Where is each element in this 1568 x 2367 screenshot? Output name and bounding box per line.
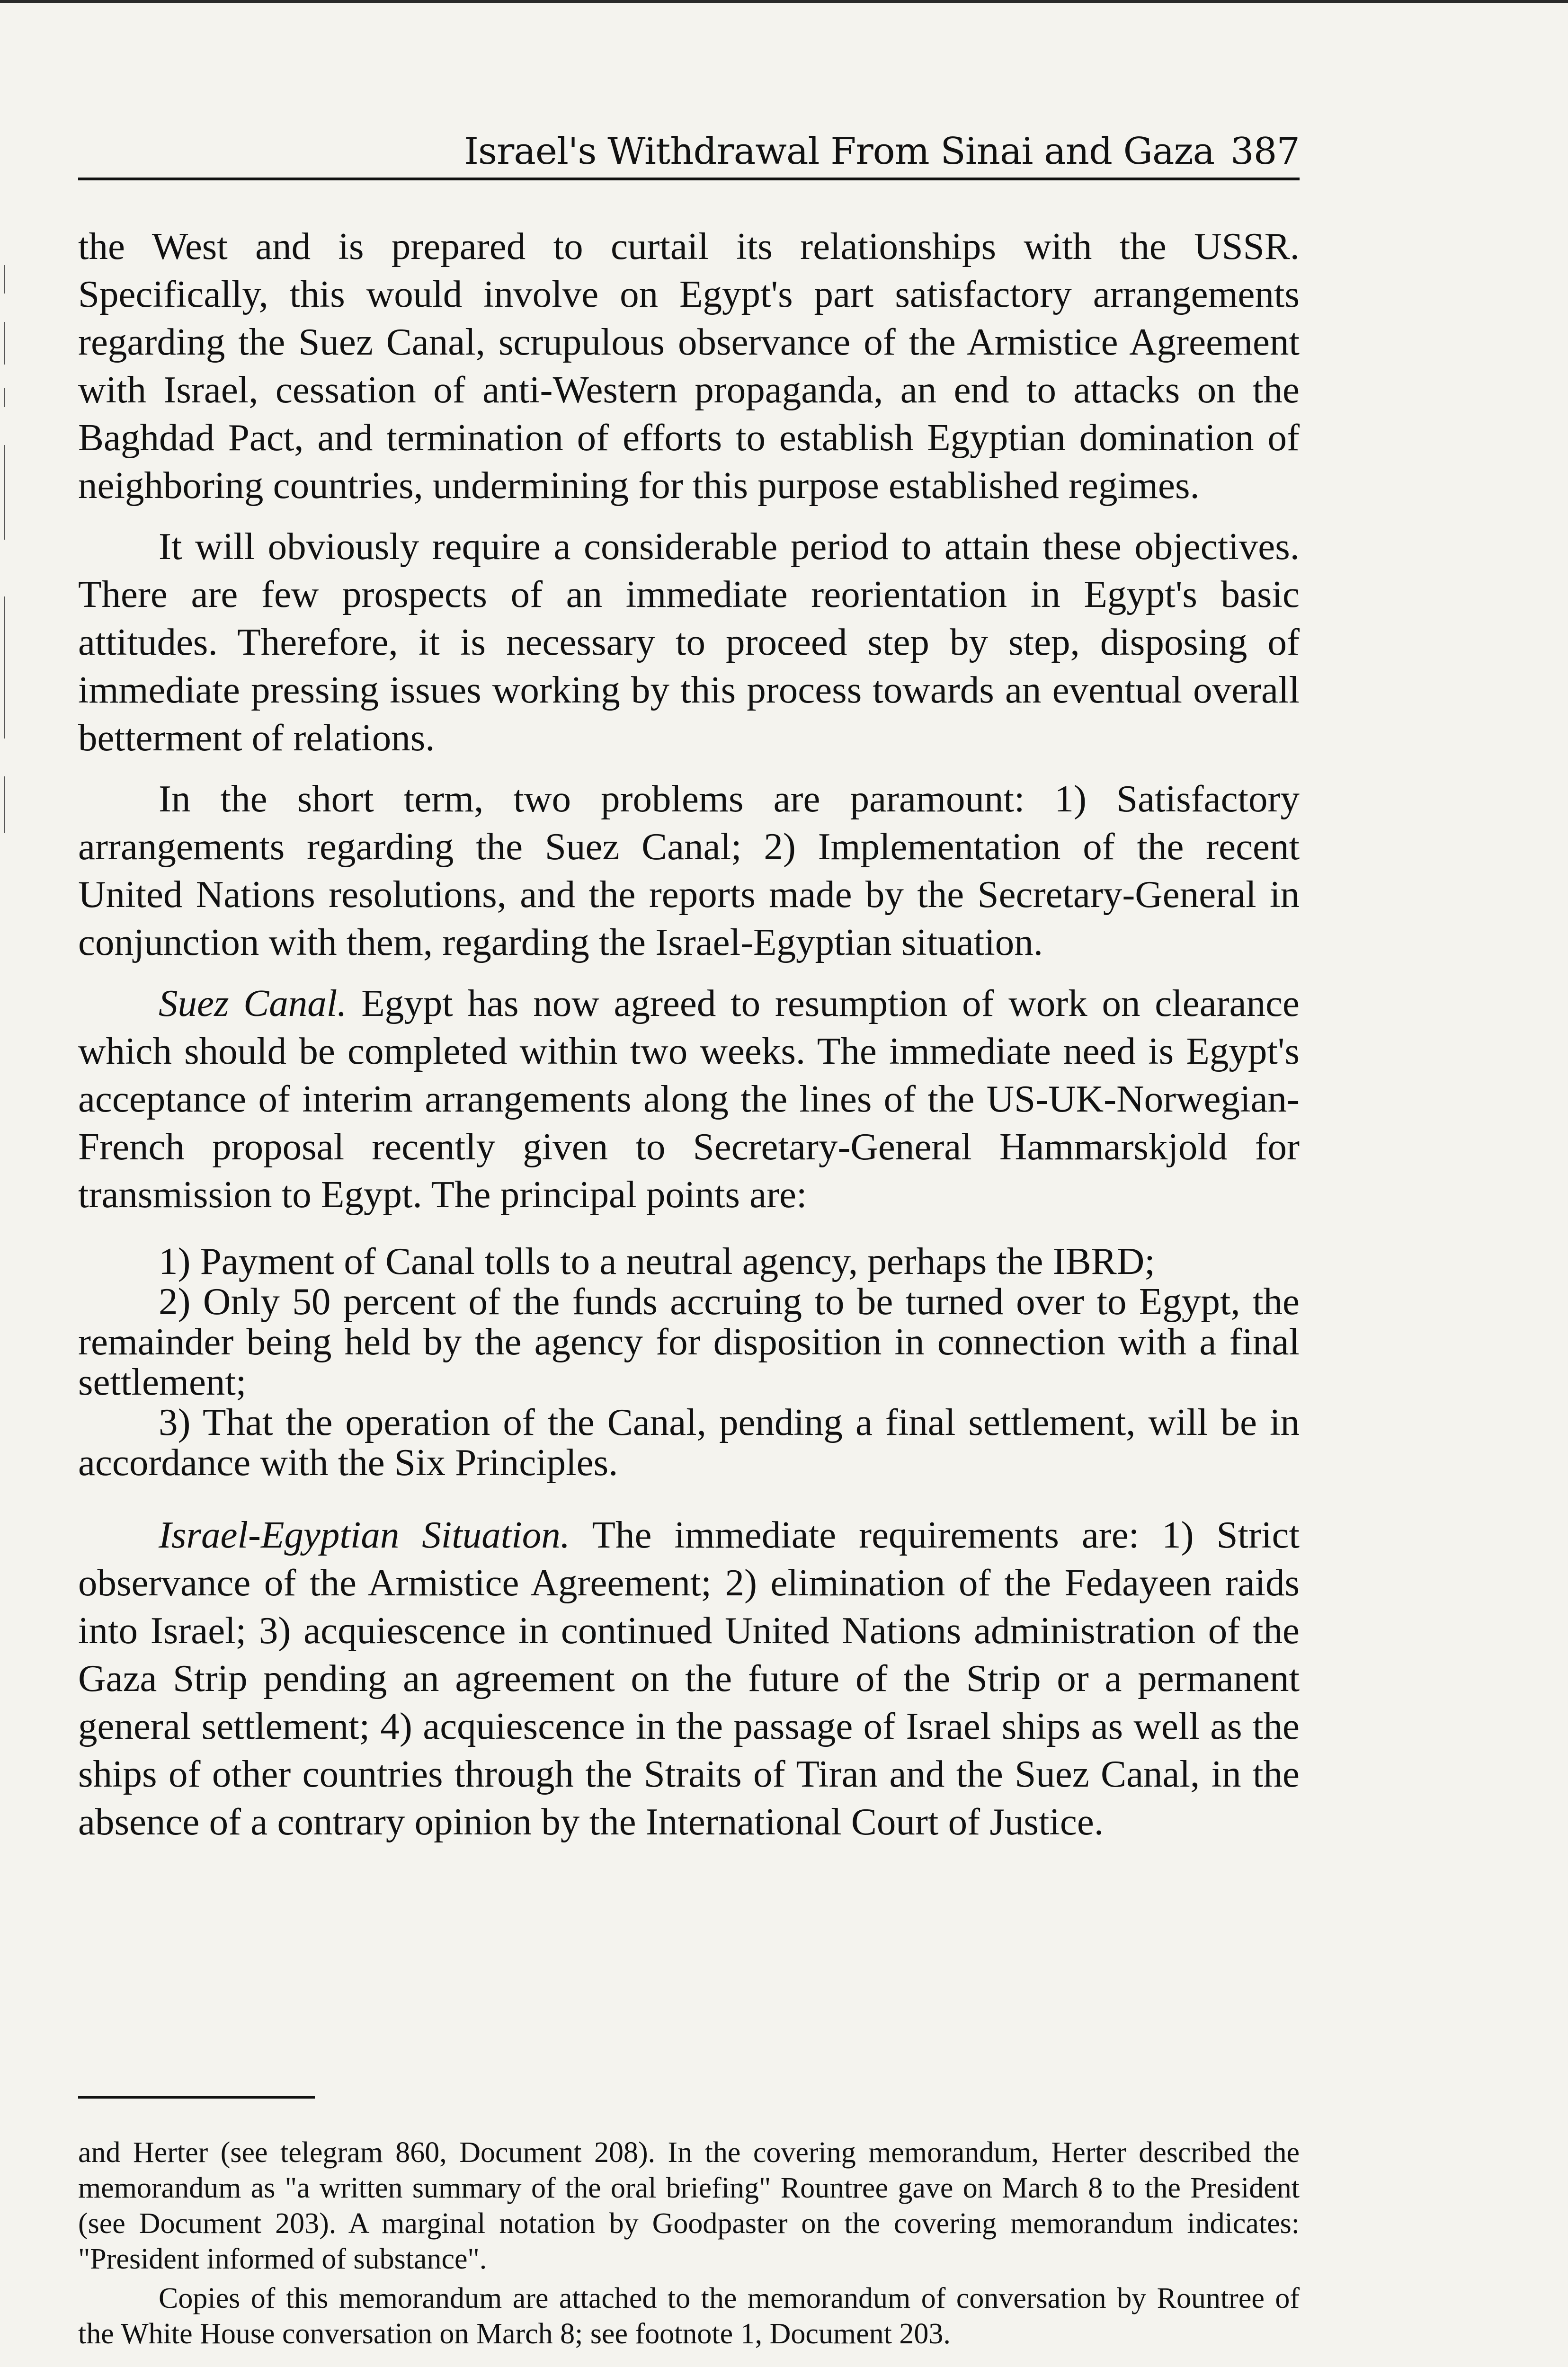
paragraph-2: It will obviously require a considerable period to attain these objectives. There are few prospects of an immediate reorientation in Egypt's basic attitudes. Therefore, it is necessary to proceed step by step, disposing of immediate pressing issues working by this process towards an eventual overall betterment of relations. <box>78 525 1300 759</box>
running-head <box>464 130 1300 173</box>
paragraph-5-text: The immediate requirements are: 1) Strict observance of the Armistice Agreement; 2) elimination of the Fedayeen raids into Israel; 3) acquiescence in continued United Nations administration of the Gaza Strip pending an agreement on the future of the Strip or a permanent general settlement; 4) acquiescence in the passage of Israel ships as well as the ships of other countries through the Straits of Tiran and the Suez Canal, in the absence of a contrary opinion by the International Court of Justice. <box>78 1513 1300 1843</box>
page-number: 387 <box>1230 130 1300 173</box>
binding-marks <box>0 265 19 833</box>
section-lead-suez-canal: Suez Canal. <box>159 982 347 1024</box>
list-item: 2) Only 50 percent of the funds accruing to be turned over to Egypt, the remainder being held by the agency for disposition in connection with a final settlement; <box>78 1280 1300 1403</box>
paragraph-1: the West and is prepared to curtail its relationships with the USSR. Specifically, this would involve on Egypt's part satisfactory arrangements regarding the Suez Canal, scrupulous observance of the Armistice Agreement with Israel, cessation of anti-Western propaganda, an end to attacks on the Baghdad Pact, and termination of efforts to establish Egyptian domination of neighboring countries, undermining for this purpose established regimes. <box>78 225 1300 507</box>
footnote-2: Copies of this memorandum are attached to the memorandum of conversation by Rountree of the White House conversation on March 8; see footnote 1, Document 203. <box>78 2282 1300 2350</box>
paragraph-4-text: Egypt has now agreed to resumption of work on clearance which should be completed within two weeks. The immediate need is Egypt's acceptance of interim arrangements along the lines of the US-UK-Norwegian-French proposal recently given to Secretary-General Hammarskjold for transmission to Egypt. The principal points are: <box>78 982 1300 1216</box>
principal-points-list <box>78 1241 1300 1483</box>
footnotes <box>78 2135 1300 2356</box>
footnote-rule <box>78 2096 315 2099</box>
list-item: 1) Payment of Canal tolls to a neutral agency, perhaps the IBRD; <box>159 1240 1155 1282</box>
paragraph-3: In the short term, two problems are paramount: 1) Satisfactory arrangements regarding the Suez Canal; 2) Implementation of the recent United Nations resolutions, and the reports made by the Secretary-General in conjunction with them, regarding the Israel-Egyptian situation. <box>78 777 1300 963</box>
list-item: 3) That the operation of the Canal, pending a final settlement, will be in accordance with the Six Principles. <box>78 1401 1300 1484</box>
paragraph-suez-canal <box>78 979 1300 1219</box>
footnote-continuation: and Herter (see telegram 860, Document 208). In the covering memorandum, Herter described the memorandum as "a written summary of the oral briefing" Rountree gave on March 8 to the President (see Document 203). A marginal notation by Goodpaster on the covering memorandum indicates: "President informed of substance". <box>78 2136 1300 2275</box>
running-title: Israel's Withdrawal From Sinai and Gaza <box>464 130 1215 173</box>
scan-top-edge <box>0 0 1568 3</box>
paragraph-israel-egyptian <box>78 1511 1300 1846</box>
page-header <box>78 128 1300 180</box>
section-lead-israel-egyptian: Israel-Egyptian Situation. <box>159 1513 570 1556</box>
main-text <box>78 222 1300 1859</box>
